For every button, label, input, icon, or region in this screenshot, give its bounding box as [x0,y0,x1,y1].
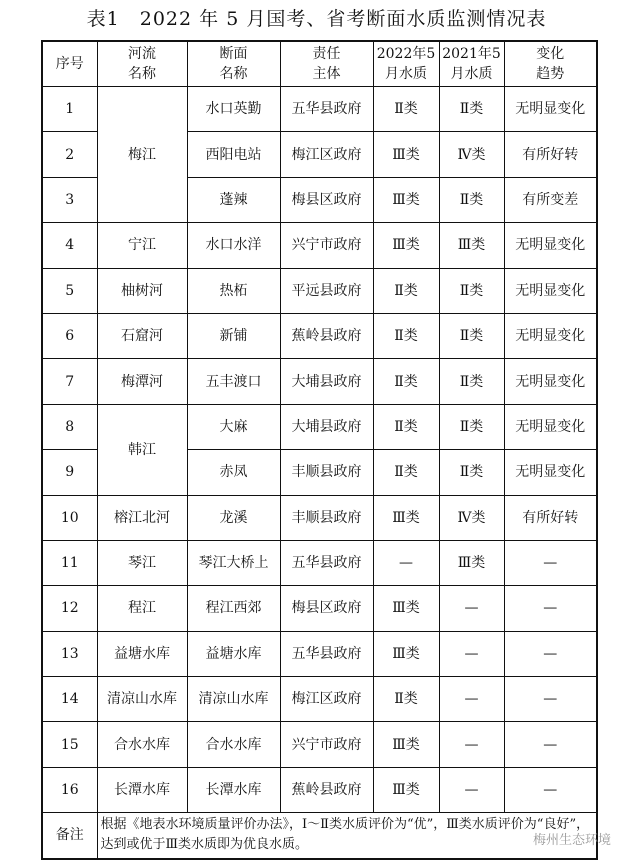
cell-section: 新铺 [187,313,280,358]
column-header: 变化 趋势 [504,41,597,87]
cell-no: 6 [42,313,97,358]
column-header: 2022年5 月水质 [373,41,439,87]
note-text: 根据《地表水环境质量评价办法》，Ⅰ～Ⅱ类水质评价为“优”，Ⅲ类水质评价为“良好”，达到或优于Ⅲ类水质即为优良水质。 [97,813,597,859]
cell-trend: 无明显变化 [504,359,597,404]
cell-river: 宁江 [97,223,187,268]
cell-no: 16 [42,767,97,812]
cell-owner: 丰顺县政府 [280,495,373,540]
cell-no: 2 [42,132,97,177]
column-header: 河流 名称 [97,41,187,87]
cell-section: 长潭水库 [187,767,280,812]
cell-q2021: Ⅳ类 [439,132,504,177]
table-row [42,268,597,313]
cell-q2022: Ⅱ类 [373,313,439,358]
cell-owner: 大埔县政府 [280,404,373,449]
cell-section: 水口水洋 [187,223,280,268]
cell-river: 梅潭河 [97,359,187,404]
cell-section: 合水水库 [187,722,280,767]
water-quality-table [41,40,598,860]
column-header: 序号 [42,41,97,87]
cell-trend: 有所好转 [504,132,597,177]
column-header: 断面 名称 [187,41,280,87]
cell-owner: 蕉岭县政府 [280,313,373,358]
cell-q2021: — [439,722,504,767]
table-row [42,87,597,132]
note-label: 备注 [42,813,97,859]
cell-q2022: Ⅱ类 [373,359,439,404]
cell-q2021: — [439,586,504,631]
cell-q2021: Ⅱ类 [439,177,504,222]
cell-river: 程江 [97,586,187,631]
cell-river: 韩江 [97,404,187,495]
cell-no: 7 [42,359,97,404]
cell-section: 水口英勤 [187,87,280,132]
cell-trend: — [504,677,597,722]
header-row [42,41,597,87]
table-row [42,767,597,812]
table-row [42,495,597,540]
note-row [42,813,597,859]
cell-no: 9 [42,450,97,495]
cell-q2021: Ⅱ类 [439,359,504,404]
cell-trend: 无明显变化 [504,313,597,358]
cell-q2022: Ⅲ类 [373,722,439,767]
cell-river: 琴江 [97,540,187,585]
cell-owner: 兴宁市政府 [280,223,373,268]
cell-owner: 兴宁市政府 [280,722,373,767]
cell-section: 清凉山水库 [187,677,280,722]
cell-trend: 无明显变化 [504,268,597,313]
cell-river: 合水水库 [97,722,187,767]
cell-trend: — [504,540,597,585]
cell-q2022: Ⅱ类 [373,268,439,313]
cell-owner: 五华县政府 [280,87,373,132]
cell-trend: 无明显变化 [504,87,597,132]
cell-owner: 梅县区政府 [280,177,373,222]
cell-q2022: Ⅲ类 [373,495,439,540]
cell-q2021: Ⅱ类 [439,450,504,495]
cell-q2021: — [439,677,504,722]
cell-no: 14 [42,677,97,722]
cell-no: 11 [42,540,97,585]
table-row [42,586,597,631]
table-row [42,359,597,404]
cell-q2021: Ⅱ类 [439,313,504,358]
cell-trend: 无明显变化 [504,404,597,449]
cell-owner: 梅县区政府 [280,586,373,631]
column-header: 责任 主体 [280,41,373,87]
cell-river: 榕江北河 [97,495,187,540]
cell-no: 5 [42,268,97,313]
cell-q2022: Ⅲ类 [373,132,439,177]
table-row [42,313,597,358]
cell-q2021: Ⅲ类 [439,223,504,268]
cell-owner: 五华县政府 [280,631,373,676]
cell-section: 程江西郊 [187,586,280,631]
cell-trend: — [504,631,597,676]
cell-river: 长潭水库 [97,767,187,812]
cell-owner: 平远县政府 [280,268,373,313]
column-header: 2021年5 月水质 [439,41,504,87]
cell-q2021: Ⅱ类 [439,404,504,449]
cell-section: 蓬辣 [187,177,280,222]
cell-section: 益塘水库 [187,631,280,676]
cell-no: 15 [42,722,97,767]
cell-owner: 蕉岭县政府 [280,767,373,812]
cell-river: 清凉山水库 [97,677,187,722]
cell-trend: — [504,722,597,767]
cell-trend: 有所好转 [504,495,597,540]
cell-section: 龙溪 [187,495,280,540]
cell-river: 柚树河 [97,268,187,313]
table-row [42,722,597,767]
watermark: 梅州生态环境 [532,833,611,848]
cell-section: 热柘 [187,268,280,313]
cell-owner: 五华县政府 [280,540,373,585]
cell-q2022: Ⅱ类 [373,677,439,722]
table-row [42,404,597,449]
cell-q2021: Ⅲ类 [439,540,504,585]
cell-river: 益塘水库 [97,631,187,676]
table-row [42,677,597,722]
cell-trend: 有所变差 [504,177,597,222]
cell-owner: 梅江区政府 [280,132,373,177]
cell-q2022: Ⅲ类 [373,586,439,631]
cell-trend: 无明显变化 [504,223,597,268]
cell-q2022: Ⅲ类 [373,223,439,268]
cell-no: 13 [42,631,97,676]
cell-section: 大麻 [187,404,280,449]
cell-trend: — [504,767,597,812]
cell-section: 五丰渡口 [187,359,280,404]
cell-owner: 大埔县政府 [280,359,373,404]
cell-trend: — [504,586,597,631]
cell-no: 4 [42,223,97,268]
cell-q2021: — [439,767,504,812]
cell-q2022: Ⅱ类 [373,404,439,449]
cell-q2021: — [439,631,504,676]
cell-no: 12 [42,586,97,631]
cell-no: 1 [42,87,97,132]
cell-section: 西阳电站 [187,132,280,177]
cell-q2021: Ⅱ类 [439,87,504,132]
cell-q2022: Ⅱ类 [373,450,439,495]
cell-q2022: Ⅲ类 [373,177,439,222]
table-row [42,631,597,676]
cell-no: 8 [42,404,97,449]
cell-section: 赤凤 [187,450,280,495]
table-title: 表1 2022 年 5 月国考、省考断面水质监测情况表 [86,8,547,30]
table-row [42,223,597,268]
cell-river: 梅江 [97,87,187,223]
cell-no: 3 [42,177,97,222]
cell-q2022: Ⅲ类 [373,631,439,676]
cell-q2022: — [373,540,439,585]
cell-owner: 梅江区政府 [280,677,373,722]
cell-river: 石窟河 [97,313,187,358]
cell-q2022: Ⅲ类 [373,767,439,812]
cell-section: 琴江大桥上 [187,540,280,585]
cell-q2021: Ⅱ类 [439,268,504,313]
cell-trend: 无明显变化 [504,450,597,495]
cell-no: 10 [42,495,97,540]
cell-q2021: Ⅳ类 [439,495,504,540]
cell-q2022: Ⅱ类 [373,87,439,132]
cell-owner: 丰顺县政府 [280,450,373,495]
table-row [42,540,597,585]
